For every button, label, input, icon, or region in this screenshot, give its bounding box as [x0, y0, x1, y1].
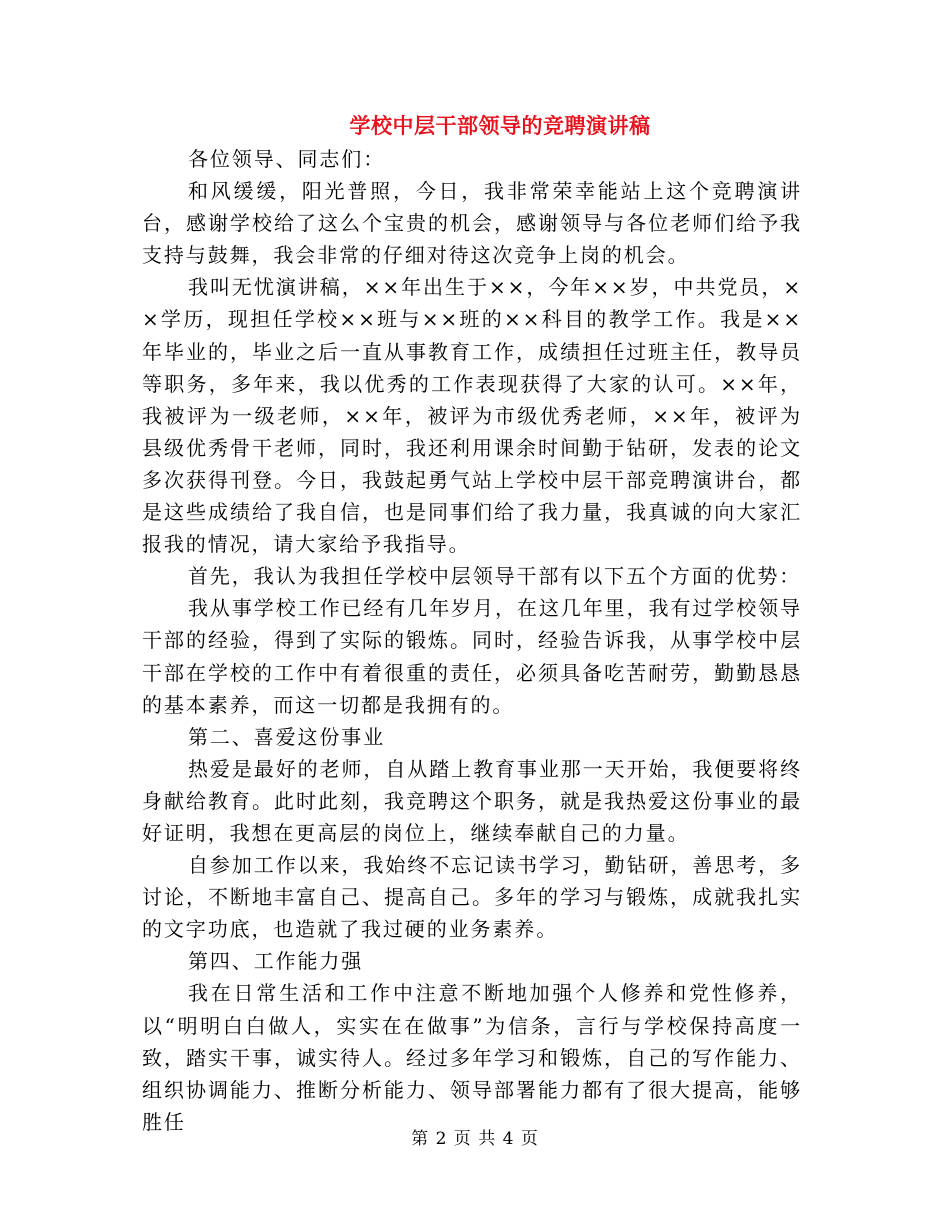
document-body: [142, 143, 802, 1138]
paragraph-advantages-intro: 首先，我认为我担任学校中层领导干部有以下五个方面的优势：: [188, 564, 802, 589]
paragraph-ability: 我在日常生活和工作中注意不断地加强个人修养和党性修养，以“明明白白做人，实实在在做事”为信条，言行与学校保持高度一致，踏实干事，诚实待人。经过多年学习和锻炼，自己的写作能力、组织协调能力、推断分析能力、领导部署能力都有了很大提高，能够胜任: [142, 981, 802, 1134]
paragraph-introduction: 我叫无忧演讲稿，××年出生于××，今年××岁，中共党员，××学历，现担任学校××班与××班的××科目的教学工作。我是××年毕业的，毕业之后一直从事教育工作，成绩担任过班主任，教导员等职务，多年来，我以优秀的工作表现获得了大家的认可。××年，我被评为一级老师，××年，被评为市级优秀老师，××年，被评为县级优秀骨干老师，同时，我还利用课余时间勤于钻研，发表的论文多次获得刊登。今日，我鼓起勇气站上学校中层干部竞聘演讲台，都是这些成绩给了我自信，也是同事们给了我力量，我真诚的向大家汇报我的情况，请大家给予我指导。: [142, 275, 802, 557]
paragraph-passion: 热爱是最好的老师，自从踏上教育事业那一天开始，我便要将终身献给教育。此时此刻，我竞聘这个职务，就是我热爱这份事业的最好证明，我想在更高层的岗位上，继续奉献自己的力量。: [142, 756, 802, 845]
document-title: 学校中层干部领导的竞聘演讲稿: [349, 113, 651, 138]
page-footer: 第 2 页 共 4 页: [411, 1129, 539, 1149]
paragraph-learning: 自参加工作以来，我始终不忘记读书学习，勤钻研，善思考，多讨论，不断地丰富自己、提高自己。多年的学习与锻炼，成就我扎实的文字功底，也造就了我过硬的业务素养。: [142, 853, 802, 942]
heading-fourth: 第四、工作能力强: [188, 949, 364, 974]
paragraph-opening: 和风缓缓，阳光普照，今日，我非常荣幸能站上这个竞聘演讲台，感谢学校给了这么个宝贵的机会，感谢领导与各位老师们给予我支持与鼓舞，我会非常的仔细对待这次竞争上岗的机会。: [142, 179, 802, 268]
paragraph-greeting: 各位领导、同志们：: [188, 147, 386, 171]
paragraph-experience: 我从事学校工作已经有几年岁月，在这几年里，我有过学校领导干部的经验，得到了实际的锻炼。同时，经验告诉我，从事学校中层干部在学校的工作中有着很重的责任，必须具备吃苦耐劳，勤勤恳恳的基本素养，而这一切都是我拥有的。: [142, 596, 802, 717]
heading-second: 第二、喜爱这份事业: [188, 724, 386, 749]
